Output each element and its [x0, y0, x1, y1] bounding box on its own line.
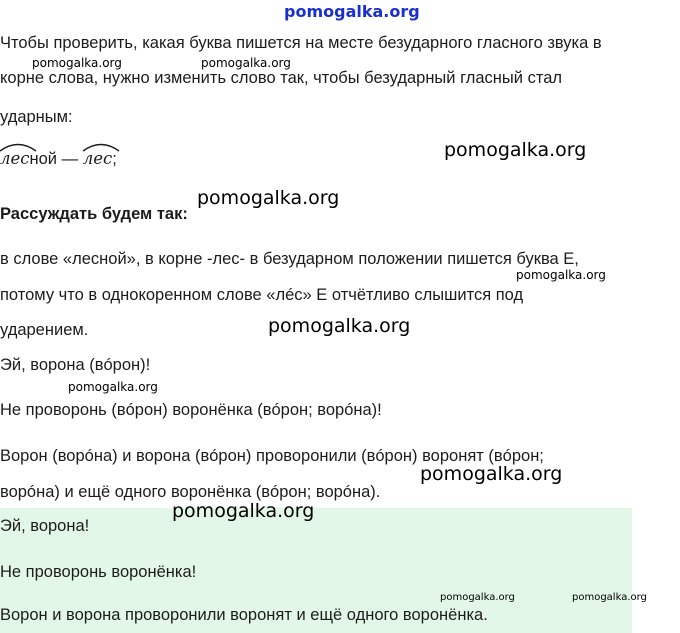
reason-line-3: ударением.	[0, 321, 89, 339]
root-word-1: лес	[0, 149, 30, 168]
watermark: pomogalka.org	[572, 592, 647, 603]
watermark: pomogalka.org	[440, 592, 515, 603]
reasoning-heading: Рассуждать будем так:	[0, 205, 188, 223]
result-line-3: Ворон и ворона проворонили воронят и ещё одного воронёнка.	[0, 606, 488, 624]
root-arc-icon	[81, 140, 121, 152]
watermark: pomogalka.org	[444, 139, 587, 161]
watermark: pomogalka.org	[516, 268, 606, 282]
example-suffix: ной —	[29, 150, 83, 168]
root-mark-2	[83, 149, 113, 169]
watermark: pomogalka.org	[420, 463, 563, 485]
proverb-line-1: Эй, ворона (вóрон)!	[0, 356, 151, 374]
reason-line-1: в слове «лесной», в корне -лес- в безударном положении пишется буква Е,	[0, 250, 579, 268]
watermark: pomogalka.org	[197, 187, 340, 209]
proverb-line-3: Ворон (ворóна) и ворона (вóрон) проворонили (вóрон) воронят (вóрон;	[0, 447, 544, 465]
watermark: pomogalka.org	[172, 500, 315, 522]
result-line-2: Не проворонь воронёнка!	[0, 563, 197, 581]
proverb-line-2: Не проворонь (вóрон) воронёнка (вóрон; ворóна)!	[0, 401, 382, 419]
watermark: pomogalka.org	[201, 56, 291, 70]
reason-line-2: потому что в однокоренном слове «лéс» Е отчётливо слышится под	[0, 286, 524, 304]
root-word-2: лес	[82, 149, 113, 168]
watermark-top: pomogalka.org	[284, 2, 420, 21]
intro-line-1: Чтобы проверить, какая буква пишется на месте безударного гласного звука в	[0, 34, 602, 52]
watermark: pomogalka.org	[32, 56, 122, 70]
proverb-line-4: ворóна) и ещё одного воронёнка (вóрон; ворóна).	[0, 483, 381, 501]
watermark: pomogalka.org	[268, 315, 411, 337]
watermark: pomogalka.org	[68, 380, 158, 394]
example-line	[0, 149, 117, 169]
result-line-1: Эй, ворона!	[0, 517, 90, 535]
example-end: ;	[112, 150, 117, 168]
root-arc-icon	[0, 140, 38, 152]
intro-line-2: корне слова, нужно изменить слово так, чтобы безударный гласный стал	[0, 69, 562, 87]
root-mark	[0, 149, 30, 169]
intro-line-3: ударным:	[0, 108, 73, 126]
